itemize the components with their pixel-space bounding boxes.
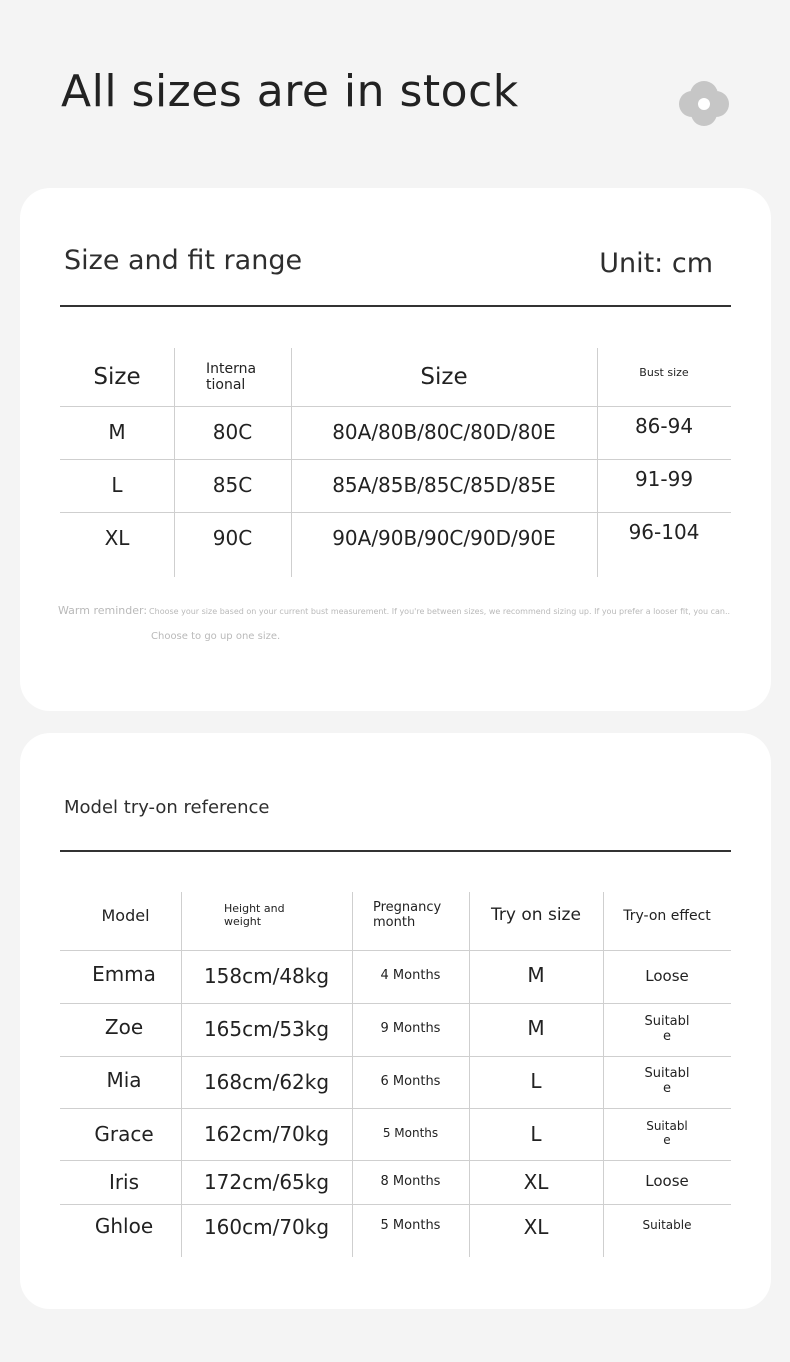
table-cell: 90C: [212, 526, 253, 550]
model-table: [60, 892, 731, 1257]
size-fit-title: Size and fit range: [64, 245, 303, 276]
table-cell: 172cm/65kg: [203, 1169, 330, 1194]
table-cell: Loose: [645, 966, 689, 985]
table-cell: L: [530, 1121, 542, 1146]
table-cell: 80A/80B/80C/80D/80E: [332, 420, 556, 444]
table-cell: 9 Months: [380, 1021, 441, 1037]
table-cell: M: [527, 1015, 545, 1040]
table-cell: Suitabl e: [644, 1013, 690, 1044]
model-reference-card: [20, 733, 771, 1309]
header-international: Interna tional: [206, 360, 257, 393]
table-cell: 4 Months: [380, 968, 441, 984]
table-cell: Grace: [94, 1121, 154, 1146]
table-cell: 168cm/62kg: [203, 1069, 330, 1094]
header-size: Size: [93, 363, 141, 390]
table-cell: XL: [523, 1214, 549, 1239]
table-cell: Iris: [108, 1169, 140, 1194]
table-cell: 91-99: [634, 467, 694, 491]
header-model: Model: [101, 905, 150, 925]
warm-reminder: [58, 604, 730, 617]
unit-label: Unit: cm: [599, 248, 713, 279]
table-cell: XL: [523, 1169, 549, 1194]
table-cell: 5 Months: [380, 1217, 441, 1233]
table-cell: 160cm/70kg: [203, 1214, 330, 1239]
table-cell: 90A/90B/90C/90D/90E: [332, 526, 556, 550]
table-cell: M: [108, 420, 126, 444]
table-cell: 162cm/70kg: [203, 1121, 330, 1146]
table-cell: Mia: [106, 1067, 142, 1092]
header-try-on-size: Try on size: [491, 905, 581, 926]
size-table: [60, 348, 731, 577]
table-cell: 96-104: [628, 520, 700, 544]
table-cell: 86-94: [634, 414, 694, 438]
table-cell: 85A/85B/85C/85D/85E: [332, 473, 556, 497]
header-size-range: Size: [420, 363, 468, 390]
table-cell: 5 Months: [382, 1126, 439, 1141]
table-cell: 158cm/48kg: [203, 964, 330, 988]
table-cell: 165cm/53kg: [203, 1017, 330, 1041]
size-fit-card: [20, 188, 771, 711]
table-cell: Ghloe: [94, 1213, 154, 1238]
table-cell: 6 Months: [380, 1073, 441, 1089]
reminder-line2: Choose to go up one size.: [151, 631, 281, 642]
header-height-weight: Height and weight: [224, 902, 285, 928]
table-cell: Suitabl e: [644, 1066, 690, 1096]
divider: [60, 850, 731, 852]
table-cell: Suitable: [642, 1218, 692, 1233]
page-title: All sizes are in stock: [61, 66, 519, 117]
table-cell: 8 Months: [380, 1173, 441, 1189]
table-cell: L: [111, 473, 123, 497]
header-bust-size: Bust size: [639, 365, 689, 379]
table-cell: XL: [104, 526, 130, 550]
divider: [60, 305, 731, 307]
table-cell: M: [527, 962, 545, 987]
table-cell: Loose: [645, 1172, 689, 1191]
header-pregnancy-month: Pregnancy month: [373, 900, 442, 930]
reminder-text: Choose your size based on your current bust measurement. If you're between sizes, we recommend sizing up. If you prefer a looser fit, you can..: [149, 607, 731, 616]
header-try-on-effect: Try-on effect: [623, 907, 711, 924]
table-cell: Suitabl e: [646, 1119, 688, 1147]
cloud-icon: [678, 80, 730, 128]
table-cell: 85C: [212, 473, 253, 497]
reminder-label: Warm reminder:: [58, 604, 148, 617]
table-cell: L: [530, 1068, 542, 1093]
table-cell: 80C: [212, 420, 253, 444]
table-cell: Zoe: [104, 1014, 144, 1039]
table-cell: Emma: [92, 961, 156, 986]
model-reference-title: Model try-on reference: [64, 797, 270, 818]
